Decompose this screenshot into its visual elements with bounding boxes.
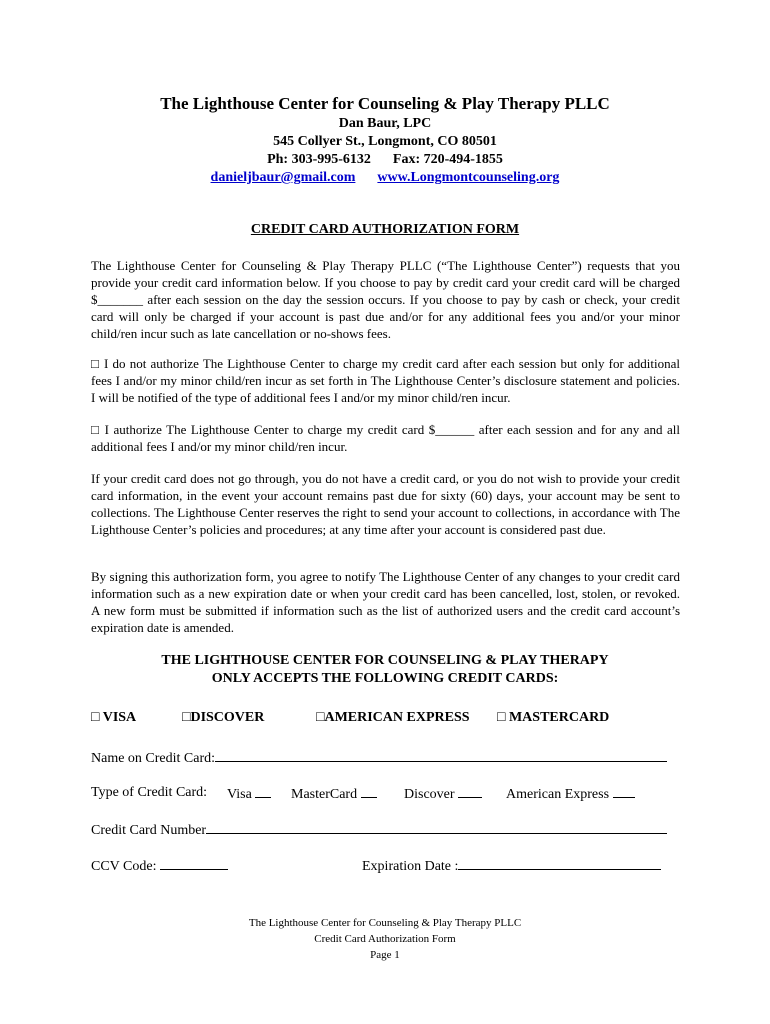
card-type-discover-option[interactable] — [404, 784, 482, 804]
card-type-amex-option[interactable] — [506, 784, 635, 804]
card-type-discover-blank[interactable] — [458, 784, 482, 798]
card-type-discover-label: Discover — [404, 787, 455, 802]
accepted-cards-heading-line1: THE LIGHTHOUSE CENTER FOR COUNSELING & PLAY THERAPY — [161, 653, 609, 668]
name-on-card-input[interactable] — [215, 748, 667, 762]
discover-checkbox[interactable]: □DISCOVER — [182, 710, 265, 725]
accepted-cards-heading-line2: ONLY ACCEPTS THE FOLLOWING CREDIT CARDS: — [211, 671, 559, 686]
card-type-mastercard-label: MasterCard — [291, 787, 358, 802]
accepted-cards-heading — [0, 652, 770, 688]
email-link[interactable]: danieljbaur@gmail.com — [210, 170, 356, 185]
phone-number: Ph: 303-995-6132 — [267, 152, 371, 167]
contact-person: Dan Baur, LPC — [338, 116, 432, 131]
expiration-label: Expiration Date : — [362, 859, 459, 874]
card-type-amex-label: American Express — [506, 787, 610, 802]
links-line — [0, 169, 770, 187]
ccv-input[interactable] — [160, 856, 228, 870]
collections-paragraph: If your credit card does not go through, you do not have a credit card, or you do not wish to provide your credit card information, in the event your account remains past due for sixty (60) days, your account may be sent to collections. The Lighthouse Center reserves the right to send your account to collections, in accordance with The Lighthouse Center’s policies and procedures; at any time after your account is considered past due. — [91, 471, 680, 537]
expiration-row — [362, 856, 661, 876]
card-type-amex-blank[interactable] — [613, 784, 635, 798]
phone-fax-line — [0, 151, 770, 169]
card-number-row — [91, 820, 667, 840]
card-type-mastercard-blank[interactable] — [361, 784, 377, 798]
card-type-visa-blank[interactable] — [255, 784, 271, 798]
website-link[interactable]: www.Longmontcounseling.org — [377, 170, 560, 185]
card-type-visa-label: Visa — [227, 787, 252, 802]
expiration-input[interactable] — [458, 856, 661, 870]
card-type-row — [91, 784, 691, 802]
name-on-card-label: Name on Credit Card: — [91, 751, 216, 766]
visa-checkbox[interactable]: □ VISA — [91, 710, 137, 725]
intro-paragraph: The Lighthouse Center for Counseling & Play Therapy PLLC (“The Lighthouse Center”) requests that you provide your credit card information below. If you choose to pay by credit card your credit card will be charged $_______ after each session on the day the session occurs. If you choose to pay by cash or check, your credit card will only be charged if your account is past due and/or for any additional fees you and/or your minor child/ren incur such as late cancellation or no-shows fees. — [91, 258, 680, 341]
fax-number: Fax: 720-494-1855 — [392, 152, 503, 167]
option-not-authorize[interactable]: □ I do not authorize The Lighthouse Center to charge my credit card after each session but only for additional fees I and/or my minor child/ren incur as set forth in The Lighthouse Center’s disclosure statement and policies. I will be notified of the type of additional fees I and/or my minor child/ren incur. — [91, 356, 680, 405]
ccv-label: CCV Code: — [91, 859, 157, 874]
page-number: Page 1 — [370, 949, 400, 961]
form-title: CREDIT CARD AUTHORIZATION FORM — [250, 222, 520, 237]
org-name: The Lighthouse Center for Counseling & Play Therapy PLLC — [160, 94, 610, 113]
mastercard-checkbox[interactable]: □ MASTERCARD — [497, 710, 610, 725]
option-authorize[interactable]: □ I authorize The Lighthouse Center to charge my credit card $______ after each session and for any and all additional fees I and/or my minor child/ren incur. — [91, 422, 680, 454]
ccv-row — [91, 856, 228, 876]
card-type-visa-option[interactable] — [227, 784, 271, 804]
footer-org: The Lighthouse Center for Counseling & Play Therapy PLLC — [248, 917, 522, 929]
card-type-label: Type of Credit Card: — [91, 785, 208, 800]
agreement-paragraph: By signing this authorization form, you agree to notify The Lighthouse Center of any changes to your credit card information such as a new expiration date or when your credit card has been cancelled, lost, stolen, or revoked. A new form must be submitted if information such as the list of authorized users and the credit card account’s expiration date is amended. — [91, 569, 680, 635]
footer-form-name: Credit Card Authorization Form — [314, 933, 456, 945]
card-type-mastercard-option[interactable] — [291, 784, 377, 804]
card-number-label: Credit Card Number — [91, 823, 207, 838]
name-on-card-row — [91, 748, 667, 768]
address: 545 Collyer St., Longmont, CO 80501 — [273, 134, 497, 149]
page-footer — [0, 915, 770, 963]
card-number-input[interactable] — [206, 820, 667, 834]
letterhead — [0, 93, 770, 187]
amex-checkbox[interactable]: □AMERICAN EXPRESS — [316, 710, 470, 725]
